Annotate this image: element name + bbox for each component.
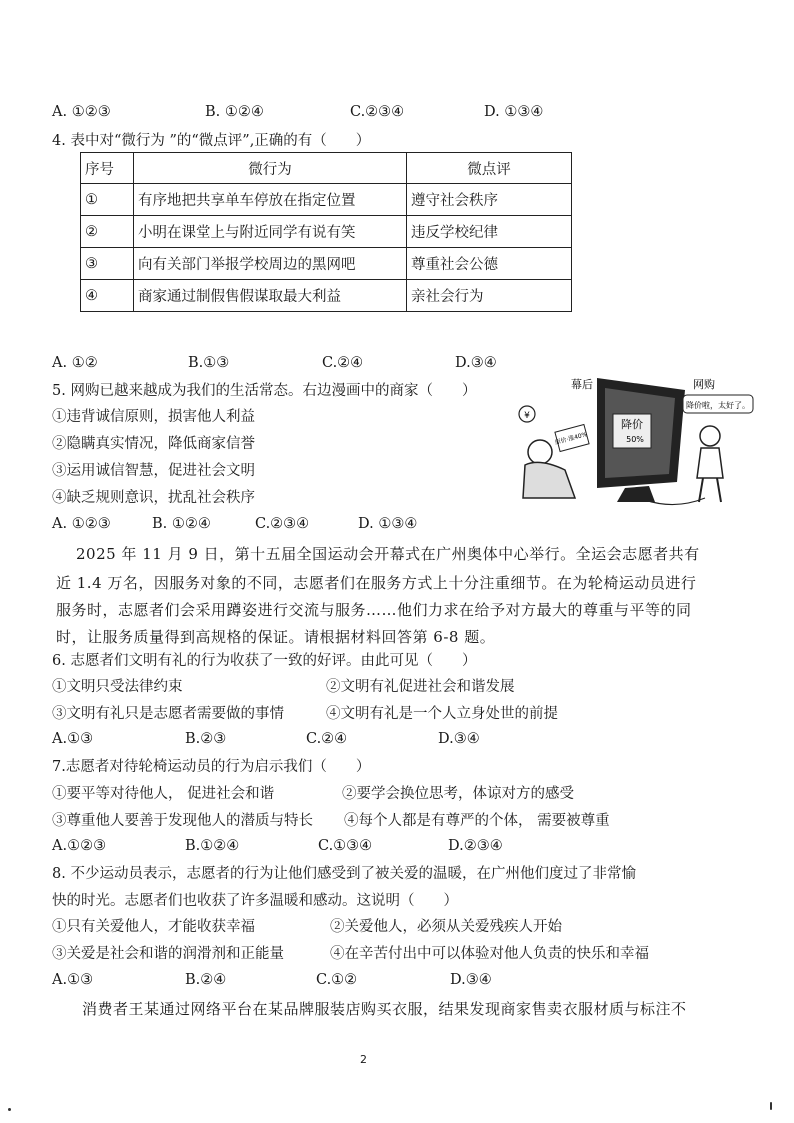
speech-bubble-text: 降价啦，太好了。	[686, 401, 750, 410]
q5-item-4: ④缺乏规则意识，扰乱社会秩序	[52, 490, 255, 506]
q5-item-2: ②隐瞒真实情况，降低商家信誉	[52, 436, 255, 452]
next-material-line: 消费者王某通过网络平台在某品牌服装店购买衣服，结果发现商家售卖衣服材质与标注不	[82, 1000, 687, 1018]
page-number: 2	[360, 1053, 367, 1066]
q4-option-b: B.①③	[188, 355, 230, 371]
table-header-row	[81, 153, 572, 184]
q7-item-2: ②要学会换位思考，体谅对方的感受	[342, 786, 574, 802]
cartoon-label-left: 幕后	[571, 378, 593, 391]
q7-option-b: B.①②④	[185, 838, 240, 854]
q3-option-c: C.②③④	[350, 104, 405, 120]
q6-option-b: B.②③	[185, 731, 227, 747]
q5-stem: 5. 网购已越来越成为我们的生活常态。右边漫画中的商家（ ）	[52, 383, 477, 399]
q8-item-2: ②关爱他人，必须从关爱残疾人开始	[330, 919, 562, 935]
material-line-1: 2025 年 11 月 9 日，第十五届全国运动会开幕式在广州奥体中心举行。全运会志愿者共有	[76, 545, 700, 563]
table-row	[81, 184, 572, 216]
yen-icon: ¥	[524, 411, 530, 421]
q7-option-c: C.①③④	[318, 838, 373, 854]
q8-option-c: C.①②	[316, 972, 358, 988]
monitor-stand	[617, 486, 655, 502]
q6-stem: 6. 志愿者们文明有礼的行为收获了一致的好评。由此可见（ ）	[52, 653, 477, 669]
material-line-4: 时，让服务质量得到高规格的保证。请根据材料回答第 6-8 题。	[56, 628, 496, 646]
row-behavior: 有序地把共享单车停放在指定位置	[134, 184, 407, 216]
cartoon-illustration	[505, 370, 755, 510]
table-row	[81, 216, 572, 248]
row-comment: 亲社会行为	[407, 280, 572, 312]
header-index: 序号	[81, 153, 134, 184]
screen-text: 降价	[621, 418, 643, 431]
q4-option-c: C.②④	[322, 355, 364, 371]
row-index: ①	[81, 184, 134, 216]
q8-option-d: D.③④	[450, 972, 492, 988]
q6-option-a: A.①③	[52, 731, 94, 747]
q7-item-1: ①要平等对待他人， 促进社会和谐	[52, 786, 275, 802]
row-behavior: 小明在课堂上与附近同学有说有笑	[134, 216, 407, 248]
q3-option-d: D. ①③④	[484, 104, 544, 120]
price-tag-text: 原价·涨40%	[554, 431, 589, 447]
q7-stem: 7.志愿者对待轮椅运动员的行为启示我们（ ）	[52, 759, 371, 775]
q8-option-b: B.②④	[185, 972, 227, 988]
q7-option-a: A.①②③	[52, 838, 107, 854]
table-row	[81, 248, 572, 280]
q4-option-d: D.③④	[455, 355, 497, 371]
q8-item-3: ③关爱是社会和谐的润滑剂和正能量	[52, 946, 284, 962]
row-behavior: 向有关部门举报学校周边的黑网吧	[134, 248, 407, 280]
q8-stem-line-2: 快的时光。志愿者们也收获了许多温暖和感动。这说明（ ）	[52, 893, 458, 909]
row-index: ④	[81, 280, 134, 312]
row-comment: 遵守社会秩序	[407, 184, 572, 216]
table-row	[81, 280, 572, 312]
q6-item-1: ①文明只受法律约束	[52, 679, 183, 695]
q6-item-2: ②文明有礼促进社会和谐发展	[326, 679, 515, 695]
q4-option-a: A. ①②	[52, 355, 98, 371]
q4-stem: 4. 表中对“微行为 ”的“微点评”,正确的有（ ）	[52, 133, 371, 149]
q8-item-4: ④在辛苦付出中可以体验对他人负责的快乐和幸福	[330, 946, 649, 962]
cartoon-label-right: 网购	[693, 378, 715, 391]
q3-option-a: A. ①②③	[52, 104, 111, 120]
material-line-3: 服务时，志愿者们会采用蹲姿进行交流与服务……他们力求在给予对方最大的尊重与平等的同	[56, 601, 692, 619]
q5-option-d: D. ①③④	[358, 516, 418, 532]
q8-item-1: ①只有关爱他人，才能收获幸福	[52, 919, 255, 935]
q6-item-3: ③文明有礼只是志愿者需要做的事情	[52, 706, 284, 722]
row-index: ②	[81, 216, 134, 248]
q3-option-b: B. ①②④	[205, 104, 264, 120]
q6-item-4: ④文明有礼是一个人立身处世的前提	[326, 706, 558, 722]
row-comment: 尊重社会公德	[407, 248, 572, 280]
q5-item-1: ①违背诚信原则，损害他人利益	[52, 409, 255, 425]
row-index: ③	[81, 248, 134, 280]
q6-option-c: C.②④	[306, 731, 348, 747]
q7-item-4: ④每个人都是有尊严的个体， 需要被尊重	[344, 813, 610, 829]
q7-option-d: D.②③④	[448, 838, 503, 854]
q5-option-c: C.②③④	[255, 516, 310, 532]
q8-stem-line-1: 8. 不少运动员表示，志愿者的行为让他们感受到了被关爱的温暖，在广州他们度过了非常愉	[52, 866, 636, 882]
material-line-2: 近 1.4 万名，因服务对象的不同，志愿者们在服务方式上十分注重细节。在为轮椅运动员进行	[56, 574, 697, 592]
shopper-head	[700, 426, 720, 446]
q8-option-a: A.①③	[52, 972, 94, 988]
header-behavior: 微行为	[134, 153, 407, 184]
q6-option-d: D.③④	[438, 731, 480, 747]
scan-speck	[8, 1108, 11, 1111]
header-comment: 微点评	[407, 153, 572, 184]
shopper-body	[697, 448, 723, 478]
row-comment: 违反学校纪律	[407, 216, 572, 248]
merchant-body	[523, 462, 575, 498]
merchant-head	[528, 440, 552, 464]
percent-text: 50%	[626, 435, 644, 444]
scan-speck	[770, 1102, 772, 1110]
q7-item-3: ③尊重他人要善于发现他人的潜质与特长	[52, 813, 313, 829]
q5-option-b: B. ①②④	[152, 516, 211, 532]
q5-item-3: ③运用诚信智慧，促进社会文明	[52, 463, 255, 479]
q5-option-a: A. ①②③	[52, 516, 111, 532]
row-behavior: 商家通过制假售假谋取最大利益	[134, 280, 407, 312]
q4-table	[80, 152, 572, 312]
